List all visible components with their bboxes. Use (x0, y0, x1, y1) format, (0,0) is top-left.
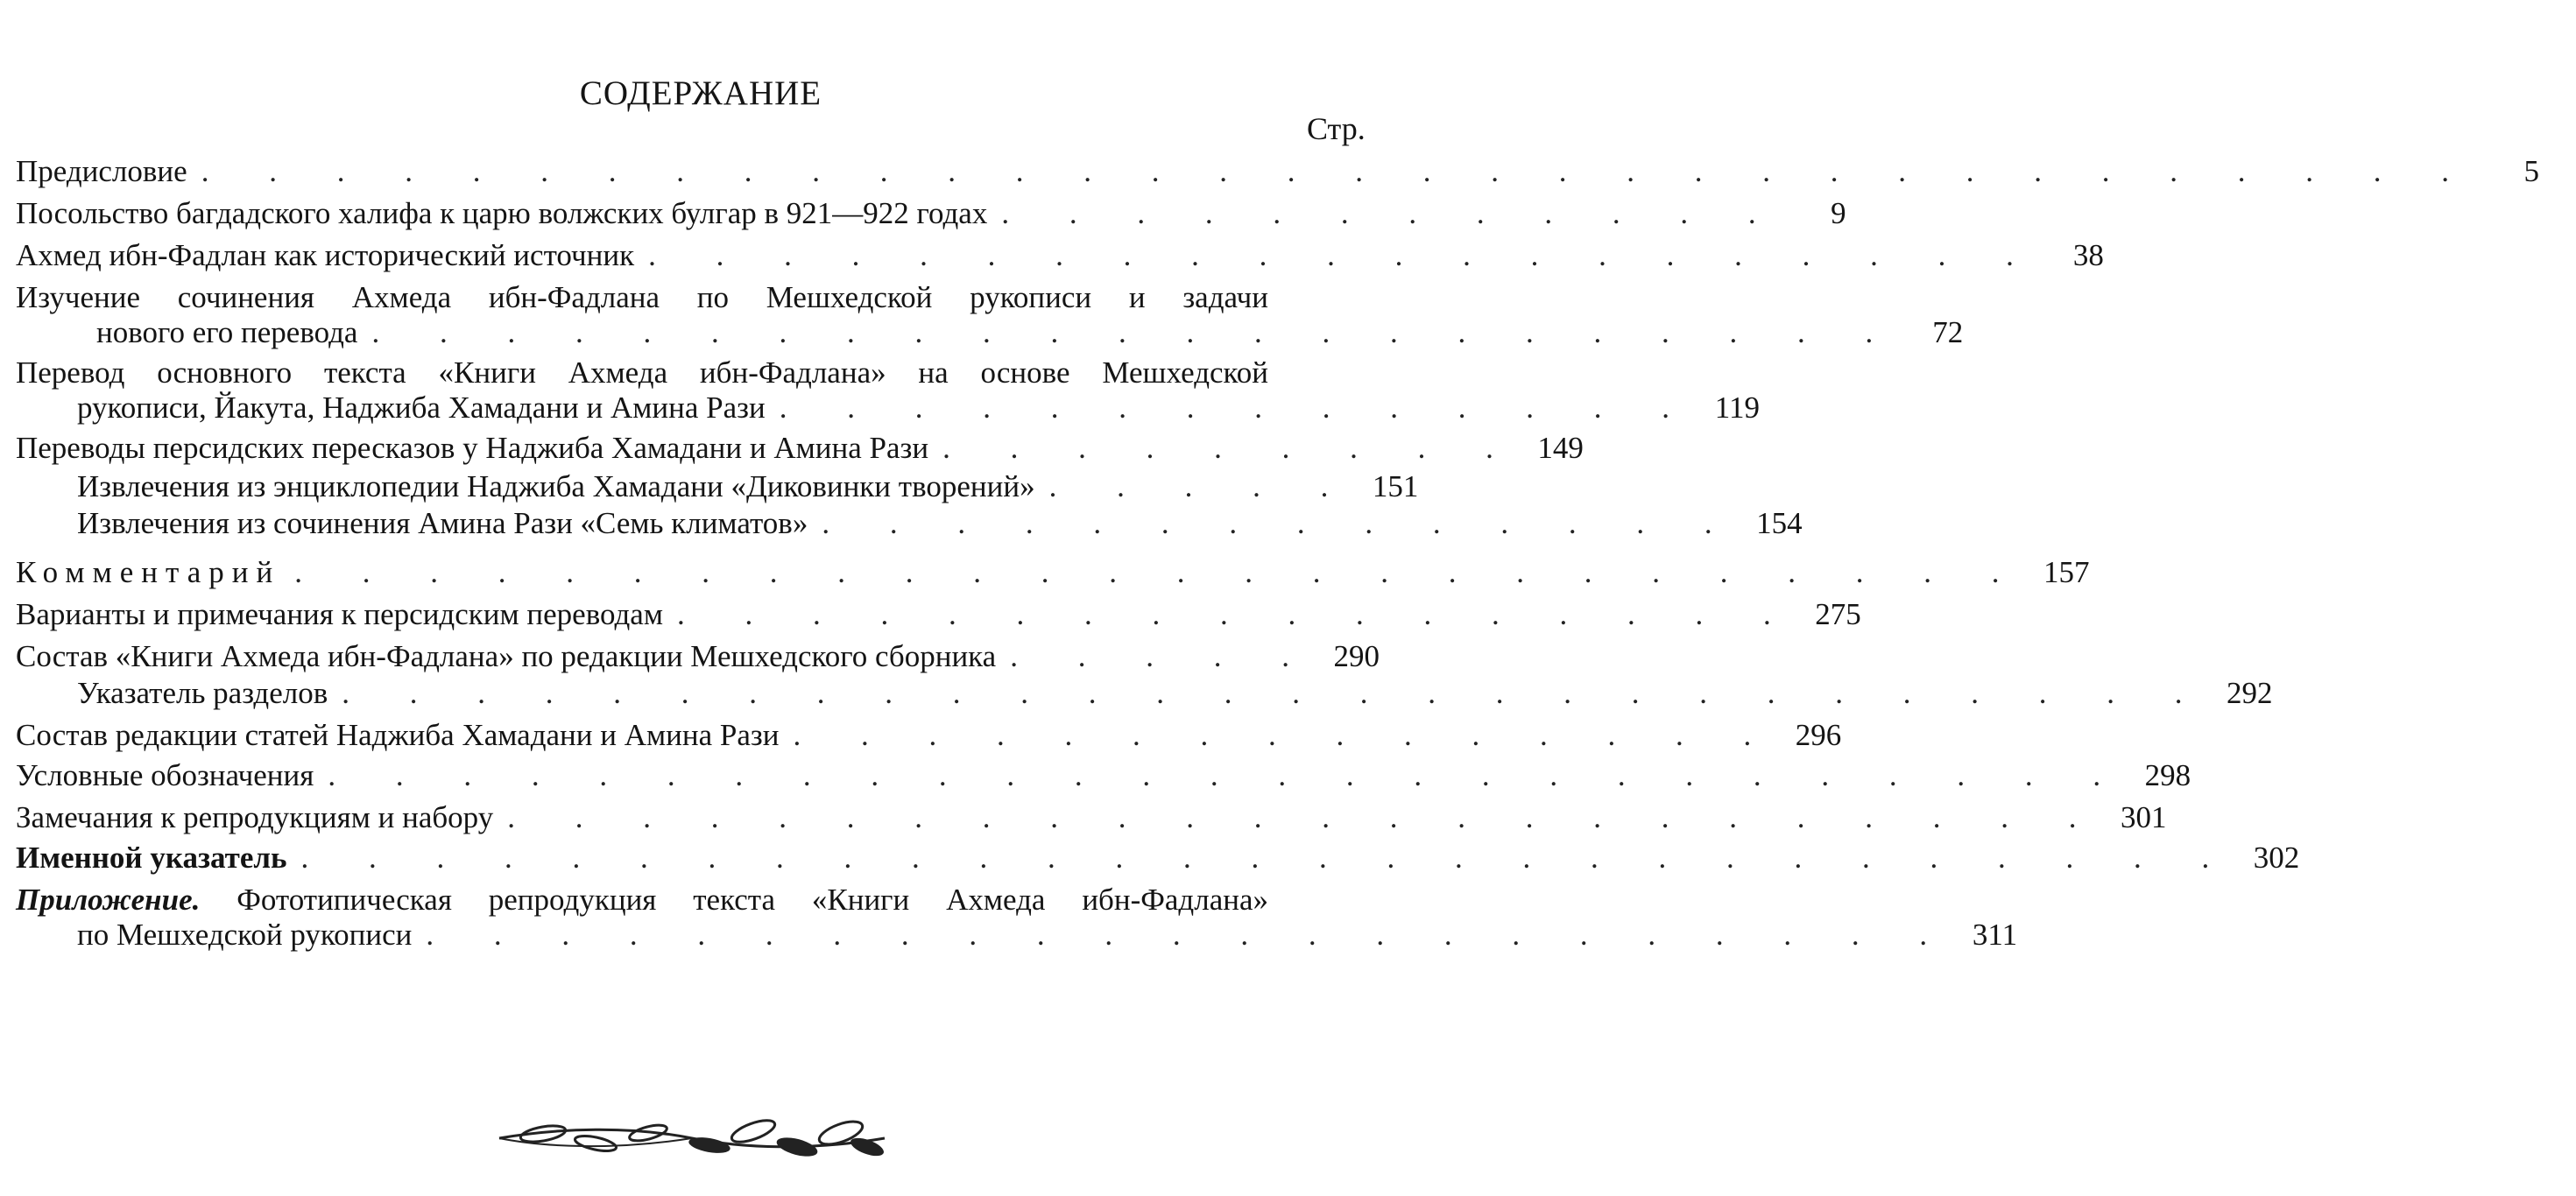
entry-title: Комментарий (16, 555, 281, 589)
entry-title-line-1: Перевод основного текста «Книги Ахмеда ибн-Фадлана» на основе Мешхедской (16, 355, 1268, 390)
laurel-ornament-icon (490, 1112, 893, 1164)
entry-title: Переводы персидских пересказов у Наджиба Хамадани и Амина Рази (16, 431, 929, 465)
entry-page: 151 (1372, 469, 1419, 503)
leader-dots: . . . . . . . . . (942, 431, 1520, 465)
entry-title: Состав «Книги Ахмеда ибн-Фадлана» по редакции Мешхедского сборника (16, 639, 997, 673)
leader-dots: . . . . . . . . . . . . . . . . . . . . . . . . . . . (328, 758, 2128, 792)
toc-entry-remarks[interactable] (16, 800, 2167, 841)
leader-dots: . . . . . . . . . . . . . . . . . . . . . . . (371, 315, 1900, 349)
toc-entry-articles-composition[interactable] (16, 718, 1842, 758)
toc-entry-extracts-climates[interactable] (16, 506, 1803, 555)
toc-entry-appendix[interactable] (16, 883, 2018, 958)
leader-dots: . . . . . . . . . . . . . . . . . . . . . . . . . . . . . . . . . . (201, 154, 2475, 188)
leader-dots: . . . . . . . . . . . . . . (779, 390, 1696, 425)
leader-dots: . . . . . . . . . . . . . . . . . . . . . . . . . . . . (342, 676, 2209, 710)
entry-title: Замечания к репродукциям и набору (16, 800, 494, 834)
entry-page: 72 (1932, 315, 1964, 349)
entry-page: 302 (2253, 841, 2300, 875)
leader-dots: . . . . . (1048, 469, 1355, 503)
entry-title: Предисловие (16, 154, 187, 188)
entry-page: 290 (1333, 639, 1380, 673)
entry-title: Указатель разделов (77, 676, 328, 710)
appendix-title: Фототипическая репродукция текста «Книги Ахмеда ибн-Фадлана» (236, 883, 1269, 917)
leader-dots: . . . . . . . . . . . . (1001, 196, 1782, 230)
entry-page: 9 (1831, 196, 1846, 230)
toc-entry-variants[interactable] (16, 597, 1861, 639)
toc-entry-embassy[interactable] (16, 196, 1846, 238)
leader-dots: . . . . . . . . . . . . . . . . . . . . . . . . . . . . . (300, 841, 2236, 875)
entry-title: Состав редакции статей Наджиба Хамадани и Амина Рази (16, 718, 780, 752)
entry-title: Именной указатель (16, 841, 287, 875)
entry-page: 149 (1537, 431, 1584, 465)
entry-page: 298 (2144, 758, 2191, 792)
toc-entry-source[interactable] (16, 238, 2104, 280)
leader-dots: . . . . . . . . . . . . . . . . . . . . . (648, 238, 2040, 272)
entry-title: Варианты и примечания к персидским переводам (16, 597, 663, 631)
entry-page: 292 (2227, 676, 2273, 710)
table-of-contents (16, 154, 2539, 958)
leader-dots: . . . . . (1010, 639, 1316, 673)
toc-entry-persian-translations[interactable] (16, 431, 1584, 469)
entry-title: Извлечения из сочинения Амина Рази «Семь климатов» (77, 506, 808, 540)
entry-title-line-2: по Мешхедской рукописи (77, 918, 413, 952)
entry-title: Посольство багдадского халифа к царю волжских булгар в 921—922 годах (16, 196, 988, 230)
leader-dots: . . . . . . . . . . . . . . . . . . . . . . . (426, 918, 1954, 952)
toc-entry-study[interactable] (16, 280, 1964, 355)
entry-page: 154 (1756, 506, 1803, 540)
entry-page: 296 (1795, 718, 1842, 752)
entry-title-line-2: рукописи, Йакута, Наджиба Хамадани и Амина Рази (77, 390, 766, 425)
entry-page: 275 (1815, 597, 1861, 631)
entry-page: 38 (2072, 238, 2104, 272)
entry-title: Извлечения из энциклопедии Наджиба Хамадани «Диковинки творений» (77, 469, 1035, 503)
leader-dots: . . . . . . . . . . . . . . . . . (676, 597, 1797, 631)
toc-entry-translation[interactable] (16, 355, 1760, 431)
toc-entry-name-index[interactable] (16, 841, 2300, 883)
entry-page: 301 (2120, 800, 2167, 834)
entry-page: 5 (2523, 154, 2539, 188)
entry-page: 311 (1972, 918, 2018, 952)
entry-title-line-1: Изучение сочинения Ахмеда ибн-Фадлана по Мешхедской рукописи и задачи (16, 280, 1268, 314)
leader-dots: . . . . . . . . . . . . . . (822, 506, 1739, 540)
entry-page: 119 (1714, 390, 1760, 425)
entry-title: Условные обозначения (16, 758, 314, 792)
entry-title: Ахмед ибн-Фадлан как исторический источник (16, 238, 635, 272)
leader-dots: . . . . . . . . . . . . . . . (793, 718, 1778, 752)
toc-entry-abbreviations[interactable] (16, 758, 2191, 800)
entry-title-line-1 (16, 883, 1268, 918)
entry-page: 157 (2043, 555, 2090, 589)
toc-entry-composition[interactable] (16, 639, 1393, 676)
page-title: СОДЕРЖАНИЕ (579, 74, 822, 112)
page-column-label: Стр. (1307, 111, 1366, 146)
toc-entry-extracts-encyclopedia[interactable] (16, 469, 1419, 506)
toc-entry-commentary[interactable] (16, 555, 2090, 597)
toc-entry-preface[interactable] (16, 154, 2539, 196)
entry-title-line-2: нового его перевода (96, 315, 358, 349)
leader-dots: . . . . . . . . . . . . . . . . . . . . . . . . . . (294, 555, 2026, 589)
toc-entry-section-index[interactable] (16, 676, 2273, 718)
appendix-label: Приложение. (16, 883, 201, 917)
leader-dots: . . . . . . . . . . . . . . . . . . . . . . . . (507, 800, 2103, 834)
